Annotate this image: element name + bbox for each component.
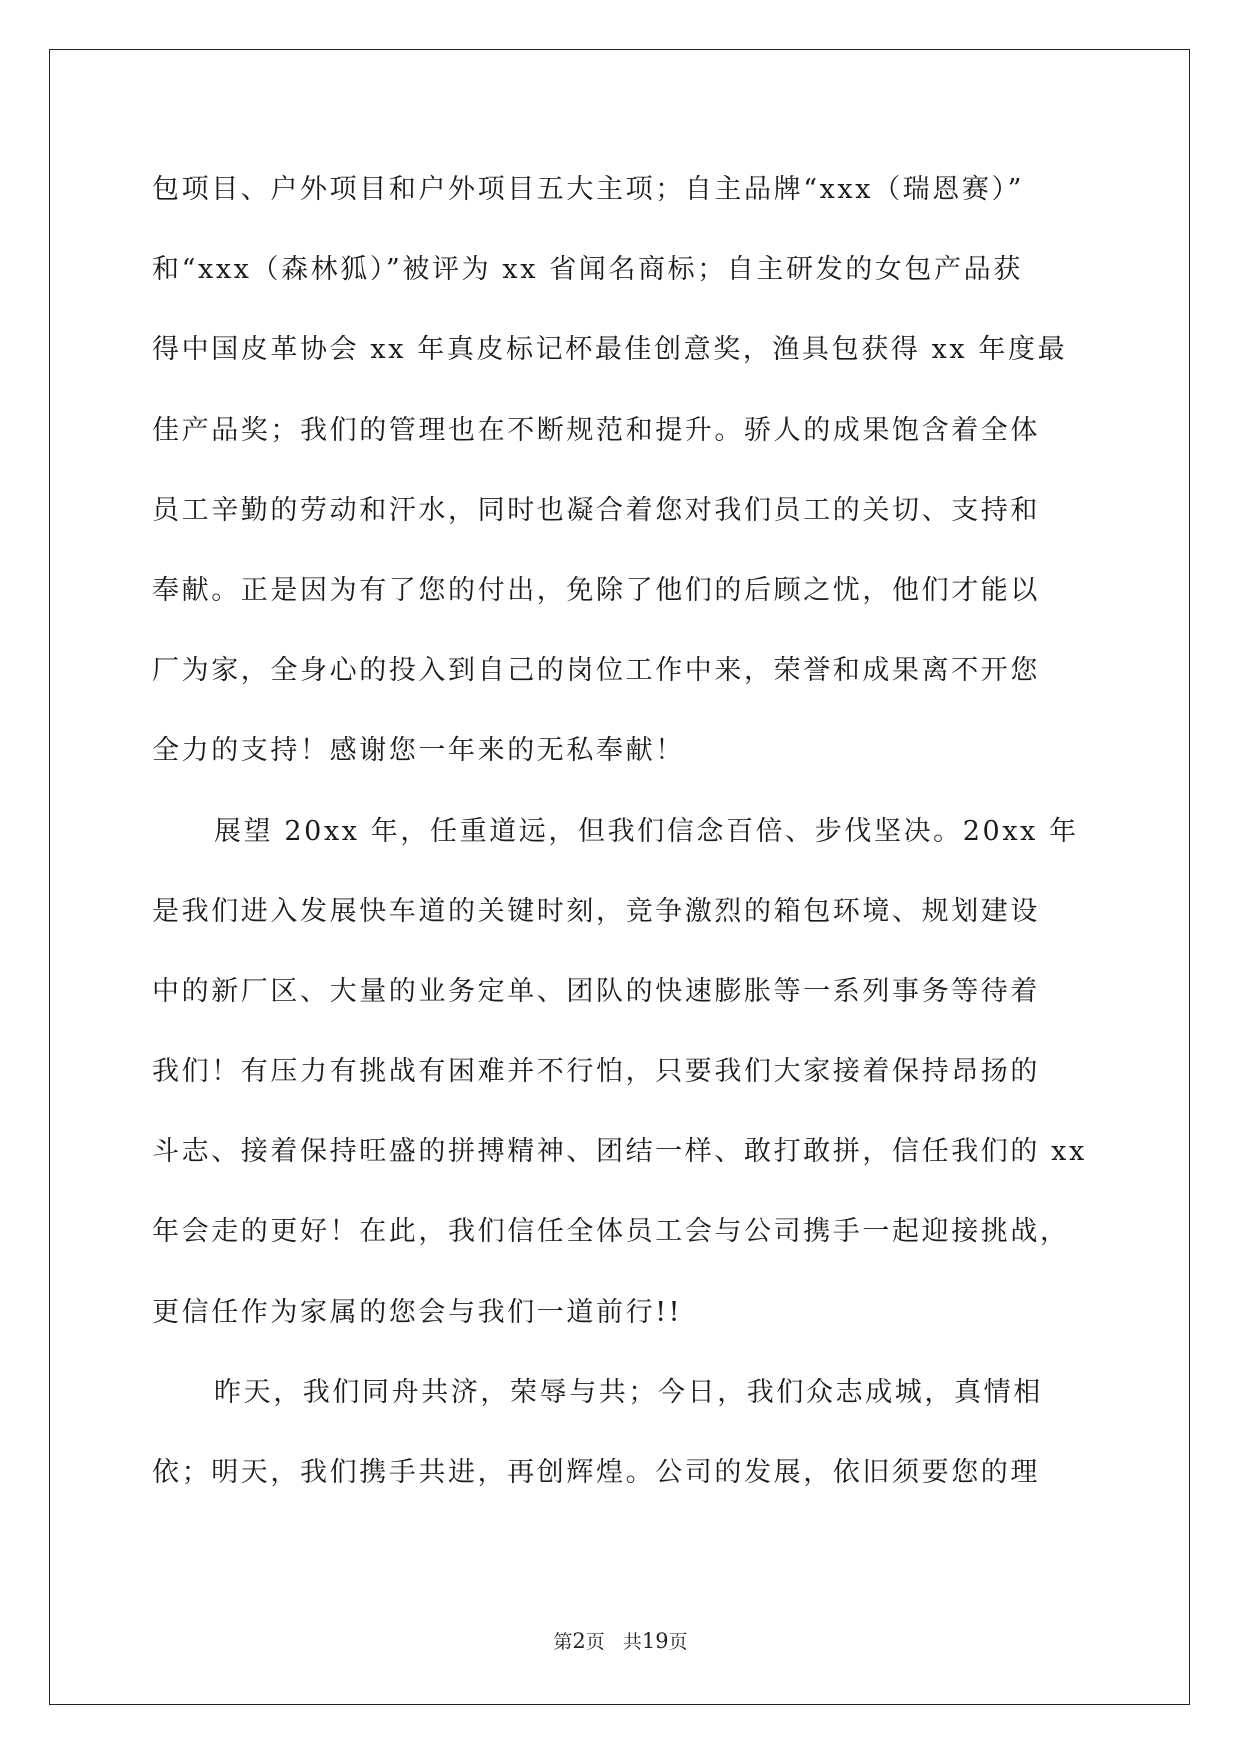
text-line-14: 年会走的更好！在此，我们信任全体员工会与公司携手一起迎接挑战， xyxy=(152,1216,1070,1248)
text-line-7: 厂为家，全身心的投入到自己的岗位工作中来，荣誉和成果离不开您 xyxy=(152,655,1040,687)
footer-total-prefix: 共 xyxy=(622,1631,642,1653)
text-line-11: 中的新厂区、大量的业务定单、团队的快速膨胀等一系列事务等待着 xyxy=(152,975,1040,1007)
text-line-9: 展望 20xx 年，任重道远，但我们信念百倍、步伐坚决。20xx 年 xyxy=(214,815,1079,847)
text-line-8: 全力的支持！感谢您一年来的无私奉献！ xyxy=(152,735,685,767)
text-line-10: 是我们进入发展快车道的关键时刻，竞争激烈的箱包环境、规划建设 xyxy=(152,895,1040,927)
text-line-3: 得中国皮革协会 xx 年真皮标记杯最佳创意奖，渔具包获得 xx 年度最 xyxy=(152,334,1068,366)
document-body xyxy=(152,162,1089,1525)
text-line-16: 昨天，我们同舟共济，荣辱与共；今日，我们众志成城，真情相 xyxy=(214,1376,1043,1408)
text-line-15: 更信任作为家属的您会与我们一道前行!! xyxy=(152,1296,683,1328)
text-line-6: 奉献。正是因为有了您的付出，免除了他们的后顾之忧，他们才能以 xyxy=(152,574,1040,606)
page-footer xyxy=(0,1627,1241,1654)
footer-prefix: 第 xyxy=(553,1631,573,1653)
footer-total-suffix: 页 xyxy=(668,1631,688,1653)
total-page-count: 19 xyxy=(641,1629,669,1653)
text-line-1: 包项目、户外项目和户外项目五大主项；自主品牌“xxx（瑞恩赛）” xyxy=(152,174,1024,205)
text-line-5: 员工辛勤的劳动和汗水，同时也凝合着您对我们员工的关切、支持和 xyxy=(152,494,1040,526)
text-line-13: 斗志、接着保持旺盛的拼搏精神、团结一样、敢打敢拼，信任我们的 xx xyxy=(152,1136,1087,1168)
text-line-4: 佳产品奖；我们的管理也在不断规范和提升。骄人的成果饱含着全体 xyxy=(152,414,1040,446)
footer-page-suffix: 页 xyxy=(585,1631,605,1653)
text-line-2: 和“xxx（森林狐）”被评为 xx 省闻名商标；自主研发的女包产品获 xyxy=(152,254,1023,286)
text-line-12: 我们！有压力有挑战有困难并不行怕，只要我们大家接着保持昂扬的 xyxy=(152,1056,1040,1088)
current-page-number: 2 xyxy=(572,1629,586,1653)
text-line-17: 依；明天，我们携手共进，再创辉煌。公司的发展，依旧须要您的理 xyxy=(152,1457,1040,1488)
